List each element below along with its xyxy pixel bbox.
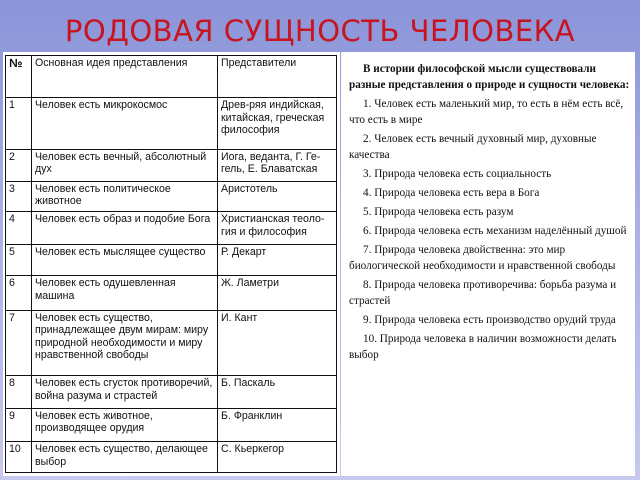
ideas-table-image xyxy=(3,52,340,476)
list-item: 3. Природа человека есть социальность xyxy=(363,168,552,180)
slide-title: РОДОВАЯ СУЩНОСТЬ ЧЕЛОВЕКА xyxy=(64,14,576,48)
table-row xyxy=(6,408,337,442)
row-reps: И. Кант xyxy=(218,310,337,375)
row-num: 7 xyxy=(6,310,32,375)
table-row xyxy=(6,276,337,311)
row-idea: Человек есть существо, принадлежащее двум мирам: миру природной необходимости и миру нравственной свободы xyxy=(32,310,218,375)
header-idea: Основная идея представления xyxy=(32,56,218,98)
header-num: № xyxy=(6,56,32,98)
row-reps: С. Кьеркегор xyxy=(218,442,337,473)
row-reps: Иога, веданта, Г. Ге-гель, Е. Блаватская xyxy=(218,149,337,181)
row-reps: Б. Франклин xyxy=(218,408,337,442)
table-row xyxy=(6,442,337,473)
row-num: 8 xyxy=(6,376,32,409)
list-item: 10. Природа человека в наличии возможности делать выбор xyxy=(349,333,617,361)
row-num: 4 xyxy=(6,212,32,245)
list-item: 4. Природа человека есть вера в Бога xyxy=(363,187,540,199)
row-reps: Б. Паскаль xyxy=(218,376,337,409)
list-item: 2. Человек есть вечный духовный мир, духовные качества xyxy=(349,133,597,161)
list-item: 7. Природа человека двойственна: это мир биологической необходимости и нравственной свободы xyxy=(349,244,616,272)
list-item: 9. Природа человека есть производство орудий труда xyxy=(363,314,616,326)
row-reps: Р. Декарт xyxy=(218,244,337,276)
row-num: 10 xyxy=(6,442,32,473)
row-reps: Христианская теоло-гия и философия xyxy=(218,212,337,245)
table-row xyxy=(6,98,337,150)
row-num: 9 xyxy=(6,408,32,442)
row-idea: Человек есть сгусток противоречий, война разума и страстей xyxy=(32,376,218,409)
row-num: 2 xyxy=(6,149,32,181)
row-idea: Человек есть образ и подобие Бога xyxy=(32,212,218,245)
row-idea: Человек есть одушевленная машина xyxy=(32,276,218,311)
table-row xyxy=(6,149,337,181)
row-idea: Человек есть политическое животное xyxy=(32,181,218,212)
row-idea: Человек есть мыслящее существо xyxy=(32,244,218,276)
row-idea: Человек есть существо, делающее выбор xyxy=(32,442,218,473)
list-item: 5. Природа человека есть разум xyxy=(363,206,514,218)
ideas-table xyxy=(5,55,337,473)
row-idea: Человек есть вечный, абсолютный дух xyxy=(32,149,218,181)
row-num: 5 xyxy=(6,244,32,276)
text-panel xyxy=(341,52,635,476)
table-row xyxy=(6,310,337,375)
intro-text: В истории философской мысли существовали разные представления о природе и сущности человека: xyxy=(349,63,630,91)
list-item: 6. Природа человека есть механизм наделённый душой xyxy=(363,225,627,237)
row-num: 6 xyxy=(6,276,32,311)
list-item: 8. Природа человека противоречива: борьба разума и страстей xyxy=(349,279,617,307)
table-row xyxy=(6,376,337,409)
row-reps: Древ-ряя индийская, китайская, греческая философия xyxy=(218,98,337,150)
header-reps: Представители xyxy=(218,56,337,98)
table-row xyxy=(6,244,337,276)
row-idea: Человек есть животное, производящее орудия xyxy=(32,408,218,442)
row-reps: Аристотель xyxy=(218,181,337,212)
row-num: 3 xyxy=(6,181,32,212)
table-row xyxy=(6,212,337,245)
table-row xyxy=(6,181,337,212)
row-reps: Ж. Ламетри xyxy=(218,276,337,311)
row-num: 1 xyxy=(6,98,32,150)
row-idea: Человек есть микрокосмос xyxy=(32,98,218,150)
list-item: 1. Человек есть маленький мир, то есть в нём есть всё, что есть в мире xyxy=(349,98,624,126)
